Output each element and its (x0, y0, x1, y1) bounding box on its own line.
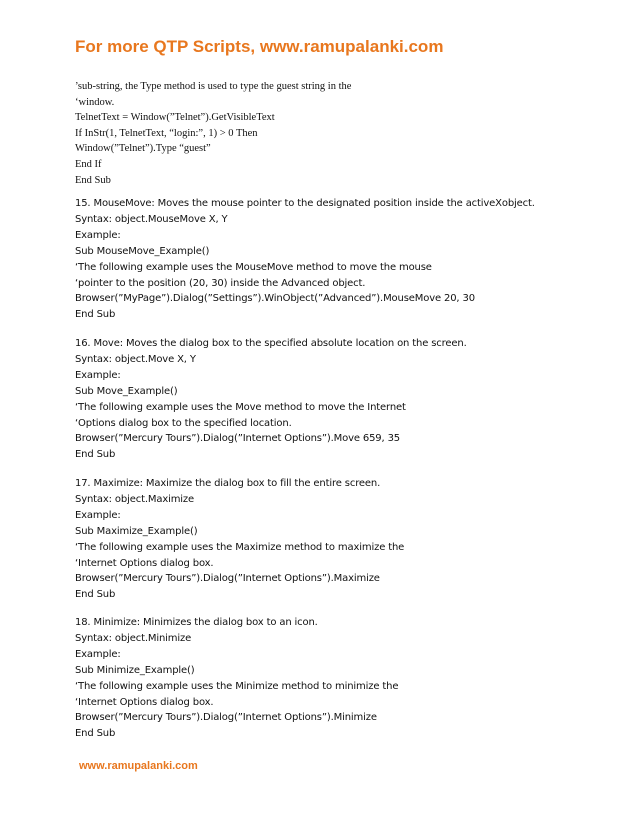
code-fragment (75, 79, 555, 188)
code-line: End If (75, 158, 102, 170)
comment-line: ‘The following example uses the Maximize method to maximize the (75, 541, 405, 553)
comment-line: ‘Internet Options dialog box. (75, 696, 214, 708)
code-line: Window(”Telnet”).Type “guest” (75, 143, 211, 155)
example-label: Example: (75, 509, 121, 521)
code-line: If InStr(1, TelnetText, “login:”, 1) > 0 Then (75, 127, 258, 139)
comment-line: ‘Internet Options dialog box. (75, 557, 214, 569)
code-line: End Sub (75, 589, 116, 601)
code-line: Sub MouseMove_Example() (75, 245, 210, 257)
code-line: End Sub (75, 174, 111, 186)
code-line: Sub Maximize_Example() (75, 525, 198, 537)
comment-line: ‘Options dialog box to the specified location. (75, 417, 292, 429)
section-minimize (75, 615, 575, 742)
section-heading: 17. Maximize: Maximize the dialog box to fill the entire screen. (75, 478, 381, 489)
section-heading: 18. Minimize: Minimizes the dialog box to an icon. (75, 617, 318, 628)
code-line: TelnetText = Window(”Telnet”).GetVisibleText (75, 112, 275, 124)
code-line: Browser(”Mercury Tours”).Dialog(”Internet Options”).Move 659, 35 (75, 433, 400, 445)
example-label: Example: (75, 648, 121, 660)
section-mousemove (75, 196, 575, 323)
footer-link[interactable]: www.ramupalanki.com (79, 760, 198, 772)
code-line: End Sub (75, 309, 116, 321)
code-line: Browser(”MyPage”).Dialog(”Settings”).WinObject(”Advanced”).MouseMove 20, 30 (75, 293, 475, 305)
comment-line: ‘The following example uses the MouseMove method to move the mouse (75, 261, 432, 273)
code-line: ‘window. (75, 96, 115, 108)
example-label: Example: (75, 229, 121, 241)
code-line: ’sub-string, the Type method is used to type the guest string in the (75, 81, 352, 92)
comment-line: ‘pointer to the position (20, 30) inside the Advanced object. (75, 277, 366, 289)
syntax-line: Syntax: object.MouseMove X, Y (75, 213, 228, 225)
code-line: Sub Minimize_Example() (75, 664, 195, 676)
code-line: End Sub (75, 728, 116, 740)
example-label: Example: (75, 369, 121, 381)
code-line: Browser(”Mercury Tours”).Dialog(”Internet Options”).Minimize (75, 712, 377, 724)
section-heading: 15. MouseMove: Moves the mouse pointer to the designated position inside the activeXobject. (75, 198, 535, 209)
section-heading: 16. Move: Moves the dialog box to the specified absolute location on the screen. (75, 338, 467, 349)
comment-line: ‘The following example uses the Move method to move the Internet (75, 401, 406, 413)
section-maximize (75, 476, 575, 603)
page-header-title: For more QTP Scripts, www.ramupalanki.com (75, 37, 444, 56)
code-line: End Sub (75, 449, 116, 461)
section-move (75, 336, 575, 463)
syntax-line: Syntax: object.Minimize (75, 632, 192, 644)
syntax-line: Syntax: object.Maximize (75, 493, 195, 505)
code-line: Sub Move_Example() (75, 385, 178, 397)
syntax-line: Syntax: object.Move X, Y (75, 353, 196, 365)
comment-line: ‘The following example uses the Minimize method to minimize the (75, 680, 399, 692)
code-line: Browser(”Mercury Tours”).Dialog(”Internet Options”).Maximize (75, 573, 380, 585)
